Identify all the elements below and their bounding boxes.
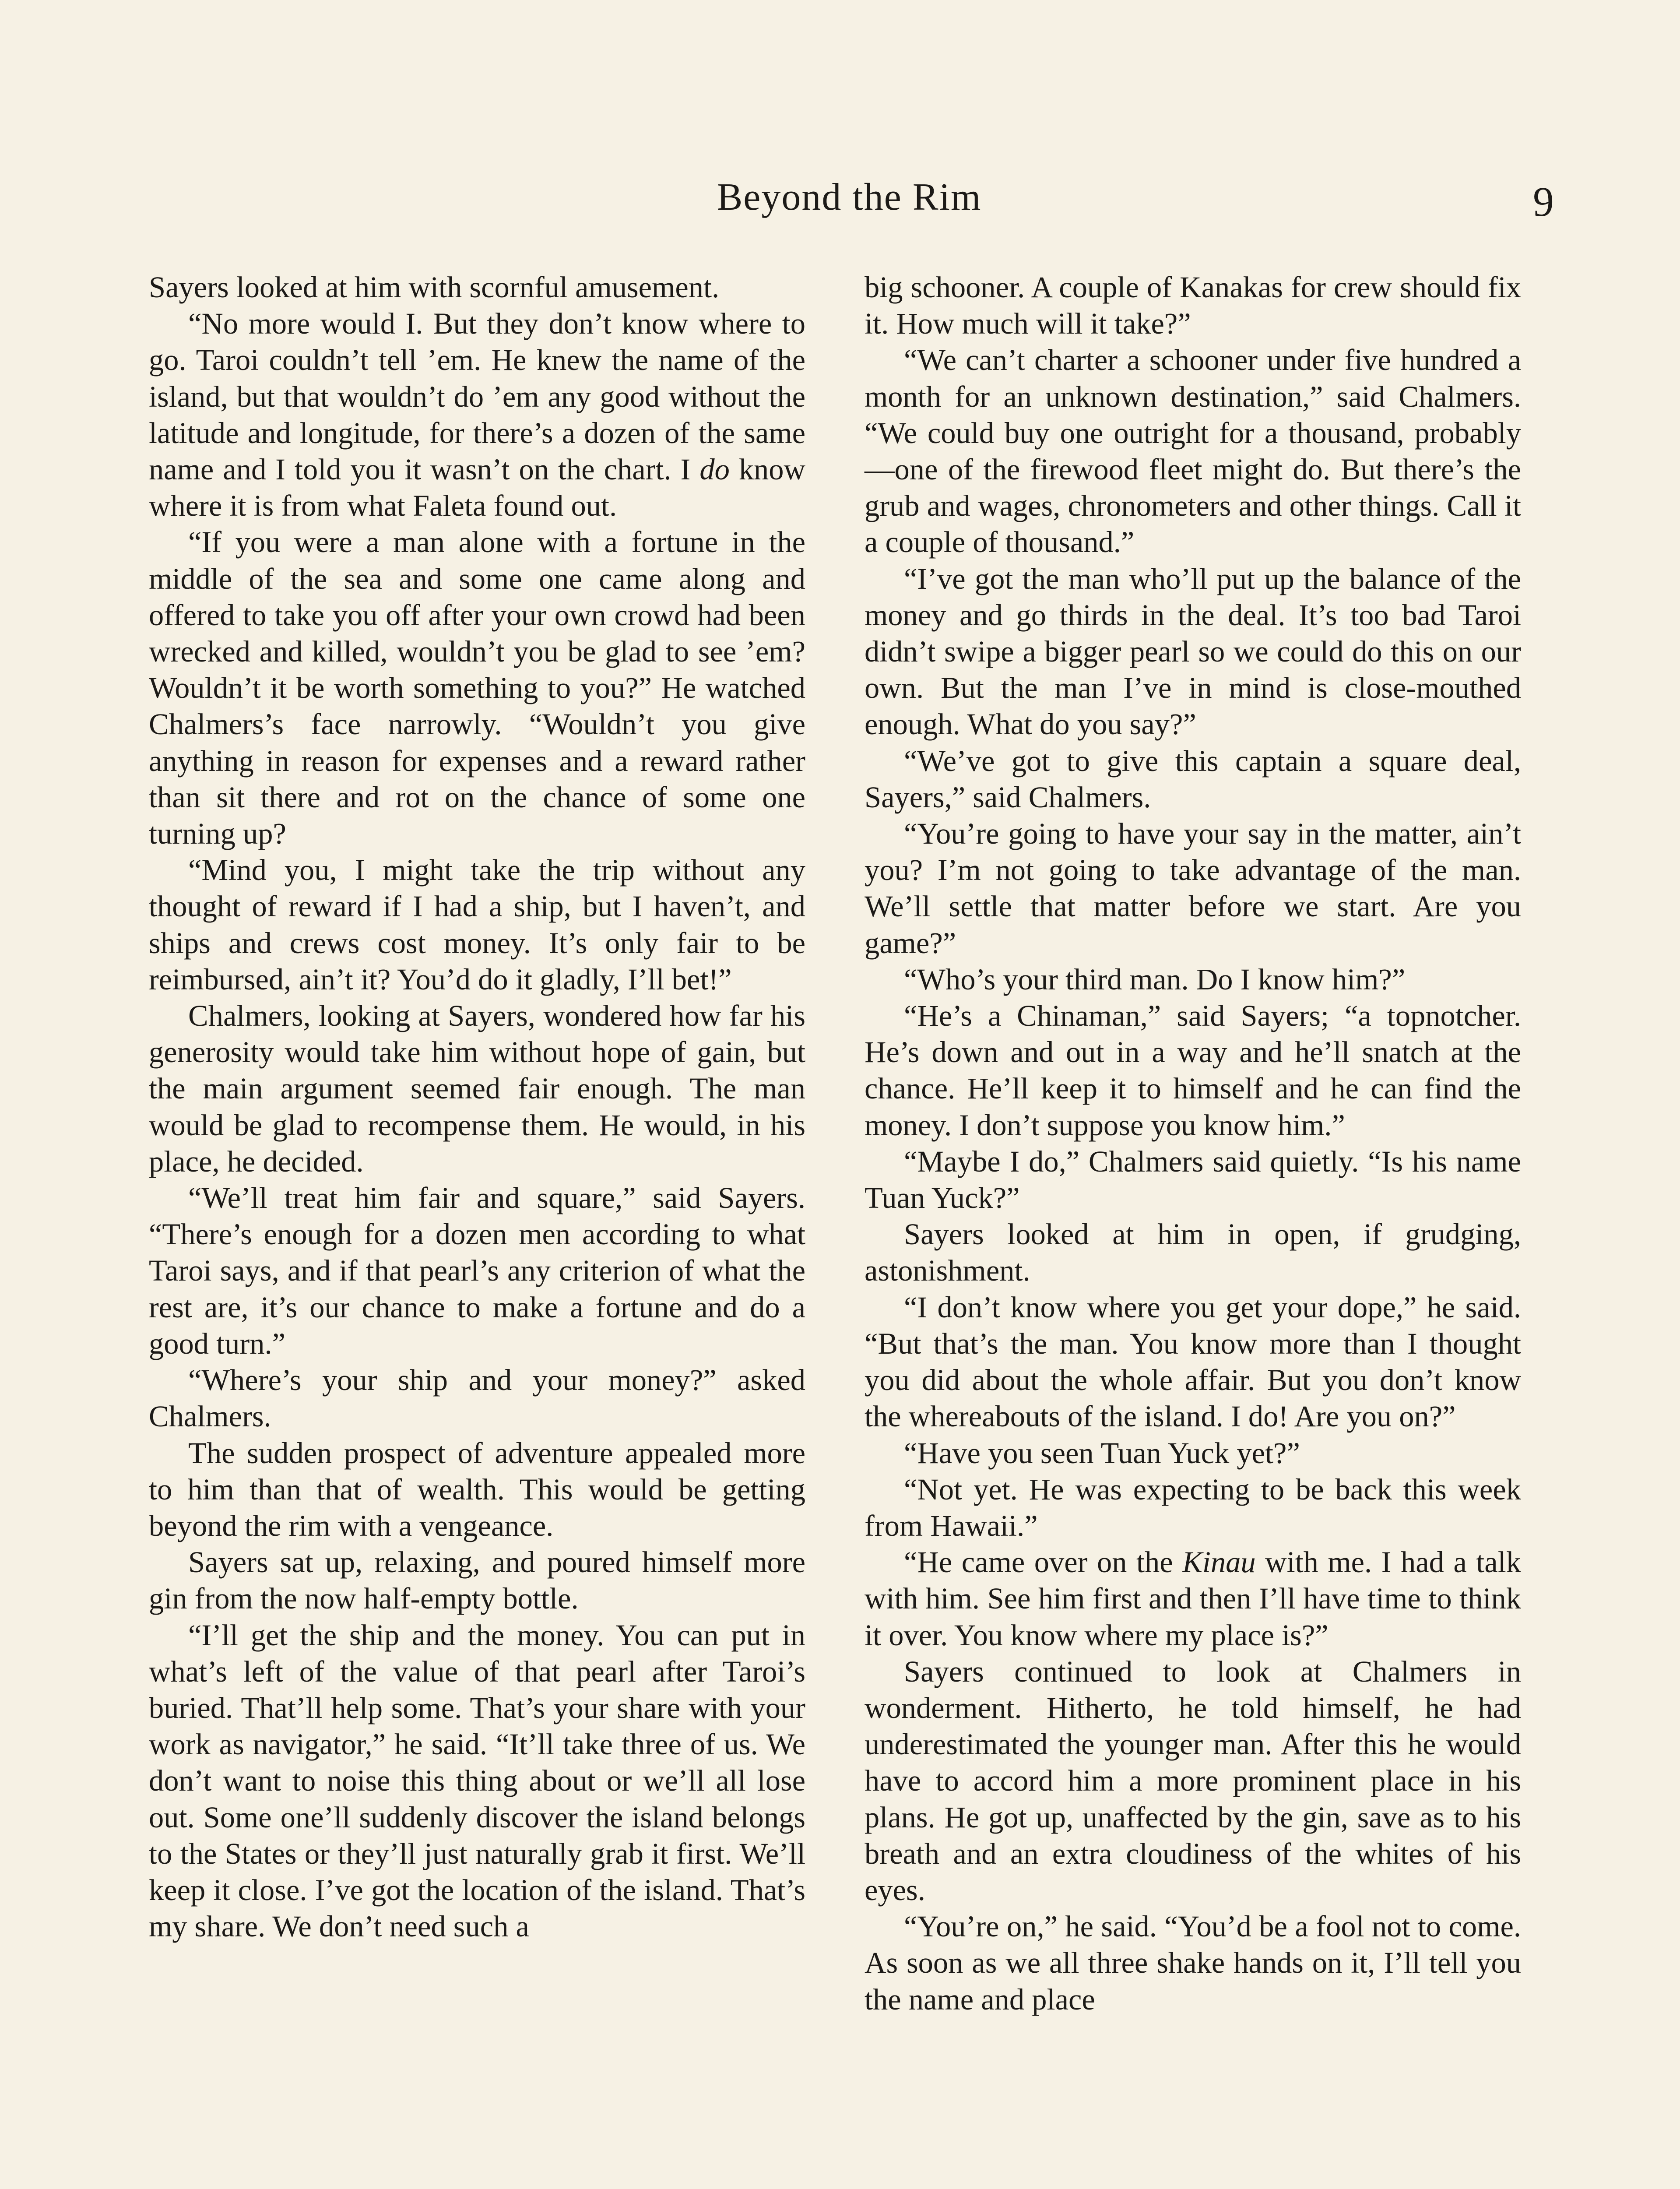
paragraph: “Who’s your third man. Do I know him?” bbox=[904, 962, 1406, 996]
paragraph: “Have you seen Tuan Yuck yet?” bbox=[904, 1436, 1300, 1470]
paragraph: “Where’s your ship and your money?” asked Chalmers. bbox=[149, 1363, 805, 1433]
paragraph: Chalmers, looking at Sayers, wondered how far his generosity would take him without hope of gain, but the main argument seemed fair enough. The man would be glad to recompense them. He would, in his place, he decided. bbox=[149, 999, 805, 1178]
paragraph: “You’re on,” he said. “You’d be a fool not to come. As soon as we all three shake hands on it, I’ll tell you the name and place bbox=[865, 1910, 1521, 2016]
paragraph: “We’ll treat him fair and square,” said Sayers. “There’s enough for a dozen men according to what Taroi says, and if that pearl’s any criterion of what the rest are, it’s our chance to make a fortune and do a good turn.” bbox=[149, 1181, 805, 1360]
page-number: 9 bbox=[1533, 178, 1554, 225]
paragraph: Sayers sat up, relaxing, and poured himself more gin from the now half-empty bottle. bbox=[149, 1545, 805, 1615]
paragraph: “He’s a Chinaman,” said Sayers; “a topnotcher. He’s down and out in a way and he’ll snatch at the chance. He’ll keep it to himself and he can find the money. I don’t suppose you know him.” bbox=[865, 999, 1521, 1142]
paragraph: “If you were a man alone with a fortune in the middle of the sea and some one came along and offered to take you off after your own crowd had been wrecked and killed, wouldn’t you be glad to see ’em? Wouldn’t it be worth something to you?” He watched Chalmers’s face narrowly. “Wouldn’t you give anything in reason for expenses and a reward rather than sit there and rot on the chance of some one turning up? bbox=[149, 525, 805, 851]
paragraph: “We’ve got to give this captain a square deal, Sayers,” said Chalmers. bbox=[865, 744, 1521, 814]
paragraph: “I don’t know where you get your dope,” he said. “But that’s the man. You know more than I thought you did about the whole affair. But you don’t know the whereabouts of the island. I do! Are you on?” bbox=[865, 1290, 1521, 1433]
paragraph: “We can’t charter a schooner under five hundred a month for an unknown destination,” said Chalmers. “We could buy one outright for a thousand, probably—one of the firewood fleet might do. But there’s the grub and wages, chronometers and other things. Call it a couple of thousand.” bbox=[865, 343, 1521, 559]
paragraph: “You’re going to have your say in the matter, ain’t you? I’m not going to take advantage of the man. We’ll settle that matter before we start. Are you game?” bbox=[865, 817, 1521, 960]
paragraph: “Mind you, I might take the trip without any thought of reward if I had a ship, but I haven’t, and ships and crews cost money. It’s only fair to be reimbursed, ain’t it? You’d do it gladly, I’ll bet!” bbox=[149, 853, 805, 996]
paragraph: Sayers continued to look at Chalmers in wonderment. Hitherto, he told himself, he had underestimated the younger man. After this he would have to accord him a more prominent place in his plans. He got up, unaffected by the gin, save as to his breath and an extra cloudiness of the whites of his eyes. bbox=[865, 1654, 1521, 1907]
left-text-column bbox=[149, 269, 805, 1945]
right-text-column bbox=[865, 269, 1521, 2018]
paragraph: big schooner. A couple of Kanakas for crew should fix it. How much will it take?” bbox=[865, 271, 1521, 341]
paragraph: “Maybe I do,” Chalmers said quietly. “Is his name Tuan Yuck?” bbox=[865, 1144, 1521, 1215]
running-title: Beyond the Rim bbox=[717, 176, 982, 218]
paragraph: “No more would I. But they don’t know where to go. Taroi couldn’t tell ’em. He knew the name of the island, but that wouldn’t do ’em any good without the latitude and longitude, for there’s a dozen of the same name and I told you it wasn’t on the chart. I do know where it is from what Faleta found out. bbox=[149, 307, 805, 523]
paragraph: “He came over on the Kinau with me. I had a talk with him. See him first and then I’ll have time to think it over. You know where my place is?” bbox=[865, 1545, 1521, 1652]
paragraph: Sayers looked at him in open, if grudging, astonishment. bbox=[865, 1218, 1521, 1288]
paragraph: “I’ll get the ship and the money. You can put in what’s left of the value of that pearl after Taroi’s buried. That’ll help some. That’s your share with your work as navigator,” he said. “It’ll take three of us. We don’t want to noise this thing about or we’ll all lose out. Some one’ll suddenly discover the island belongs to the States or they’ll just naturally grab it first. We’ll keep it close. I’ve got the location of the island. That’s my share. We don’t need such a bbox=[149, 1618, 805, 1943]
paragraph: “I’ve got the man who’ll put up the balance of the money and go thirds in the deal. It’s too bad Taroi didn’t swipe a bigger pearl so we could do this on our own. But the man I’ve in mind is close-mouthed enough. What do you say?” bbox=[865, 562, 1521, 741]
paragraph: “Not yet. He was expecting to be back this week from Hawaii.” bbox=[865, 1472, 1521, 1542]
paragraph: The sudden prospect of adventure appealed more to him than that of wealth. This would be getting beyond the rim with a vengeance. bbox=[149, 1436, 805, 1542]
paragraph: Sayers looked at him with scornful amusement. bbox=[149, 271, 720, 304]
